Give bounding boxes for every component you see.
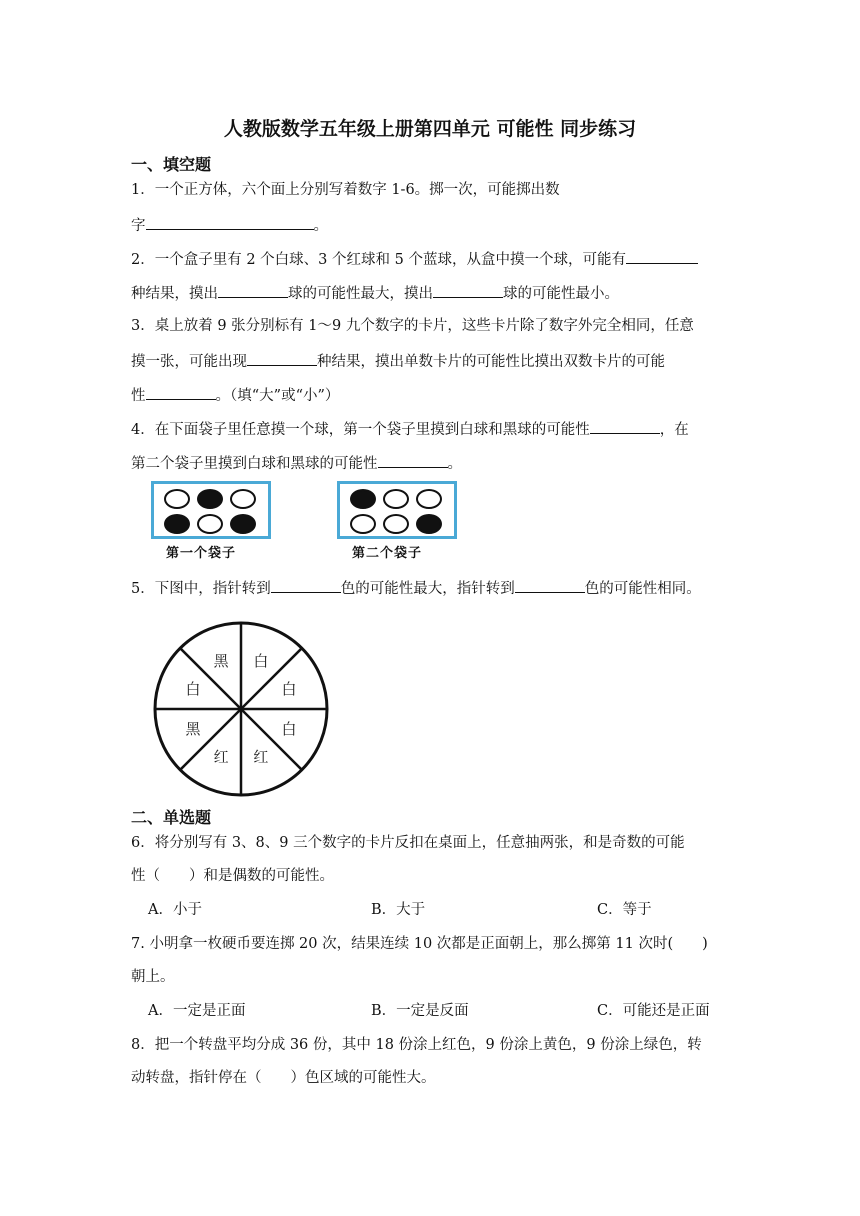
answer-blank[interactable] xyxy=(590,418,660,434)
wheel-sector-label: 白 xyxy=(281,719,297,738)
answer-blank[interactable] xyxy=(146,214,314,230)
question-3-line-2: 摸一张，可能出现 种结果，摸出单数卡片的可能性比摸出双数卡片的可能 xyxy=(131,350,665,372)
page-title: 人教版数学五年级上册第四单元 可能性 同步练习 xyxy=(223,118,637,140)
wheel-sector-label: 白 xyxy=(185,680,201,699)
wheel-sector-label: 红 xyxy=(213,748,229,767)
question-4-line-1: 4．在下面袋子里任意摸一个球，第一个袋子里摸到白球和黑球的可能性 ，在 xyxy=(131,418,689,440)
question-5-line-1: 5．下图中，指针转到 色的可能性最大，指针转到 色的可能性相同。 xyxy=(131,577,701,599)
q6-option-b[interactable]: B．大于 xyxy=(371,902,426,918)
question-3-line-3: 性 。（填“大”或“小”） xyxy=(131,384,339,406)
white-ball xyxy=(416,489,442,509)
black-ball xyxy=(197,489,223,509)
answer-blank[interactable] xyxy=(218,282,288,298)
wheel-sector-label: 白 xyxy=(253,651,269,670)
q7-option-b[interactable]: B．一定是反面 xyxy=(371,1003,469,1019)
answer-blank[interactable] xyxy=(271,577,341,593)
bag-2-figure xyxy=(337,481,457,539)
question-2-line-2: 种结果，摸出 球的可能性最大，摸出 球的可能性最小。 xyxy=(131,282,619,304)
question-1-line-1: 1．一个正方体，六个面上分别写着数字 1-6。掷一次，可能掷出数 xyxy=(131,182,560,198)
white-ball xyxy=(230,489,256,509)
spinner-wheel-figure xyxy=(141,609,341,809)
wheel-sector-label: 黑 xyxy=(213,651,229,670)
question-1-line-2: 字 。 xyxy=(131,214,328,236)
white-ball xyxy=(383,489,409,509)
q6-option-c[interactable]: C．等于 xyxy=(597,902,652,918)
question-6-line-1: 6．将分别写有 3、8、9 三个数字的卡片反扣在桌面上，任意抽两张，和是奇数的可能 xyxy=(131,835,685,851)
question-2-line-1: 2．一个盒子里有 2 个白球、3 个红球和 5 个蓝球，从盒中摸一个球，可能有 xyxy=(131,248,698,270)
white-ball xyxy=(383,514,409,534)
wheel-sector-label: 白 xyxy=(281,680,297,699)
white-ball xyxy=(164,489,190,509)
wheel-sector-label: 黑 xyxy=(185,719,201,738)
bag-2-caption: 第二个袋子 xyxy=(352,546,423,561)
bag-1-caption: 第一个袋子 xyxy=(166,546,237,561)
wheel-sector-label: 红 xyxy=(253,748,269,767)
black-ball xyxy=(164,514,190,534)
black-ball xyxy=(416,514,442,534)
question-7-line-2: 朝上。 xyxy=(131,969,175,985)
question-3-line-1: 3．桌上放着 9 张分别标有 1～9 九个数字的卡片，这些卡片除了数字外完全相同，任意 xyxy=(131,318,694,334)
question-6-line-2: 性（ ）和是偶数的可能性。 xyxy=(131,868,334,884)
answer-blank[interactable] xyxy=(515,577,585,593)
question-4-line-2: 第二个袋子里摸到白球和黑球的可能性 。 xyxy=(131,452,462,474)
question-8-line-1: 8．把一个转盘平均分成 36 份，其中 18 份涂上红色，9 份涂上黄色，9 份涂上绿色，转 xyxy=(131,1037,702,1053)
white-ball xyxy=(350,514,376,534)
black-ball xyxy=(350,489,376,509)
black-ball xyxy=(230,514,256,534)
white-ball xyxy=(197,514,223,534)
answer-blank[interactable] xyxy=(247,350,317,366)
q6-option-a[interactable]: A．小于 xyxy=(148,902,202,918)
question-8-line-2: 动转盘，指针停在（ ）色区域的可能性大。 xyxy=(131,1070,436,1086)
bag-1-figure xyxy=(151,481,271,539)
answer-blank[interactable] xyxy=(146,384,216,400)
question-7-line-1: 7. 小明拿一枚硬币要连掷 20 次，结果连续 10 次都是正面朝上，那么掷第 11 次时( ) xyxy=(131,936,708,952)
section-heading-fill-in: 一、填空题 xyxy=(131,155,212,174)
answer-blank[interactable] xyxy=(433,282,503,298)
q7-option-c[interactable]: C．可能还是正面 xyxy=(597,1003,710,1019)
answer-blank[interactable] xyxy=(626,248,698,264)
section-heading-single-choice: 二、单选题 xyxy=(131,808,212,827)
answer-blank[interactable] xyxy=(378,452,448,468)
q7-option-a[interactable]: A．一定是正面 xyxy=(148,1003,246,1019)
